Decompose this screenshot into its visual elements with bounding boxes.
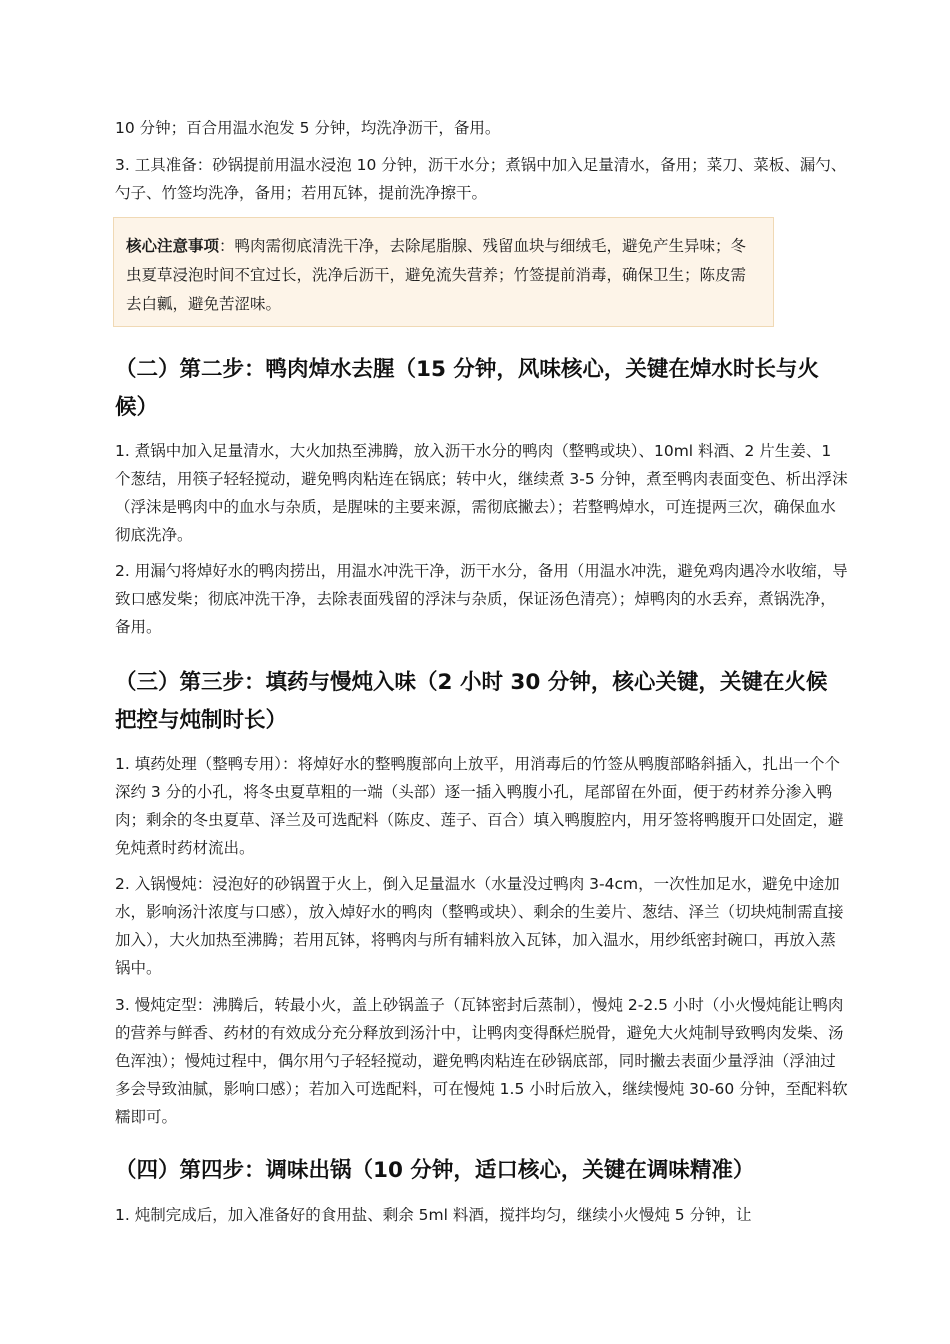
s3-paragraph-1: 1. 填药处理（整鸭专用）：将焯好水的整鸭腹部向上放平，用消毒后的竹签从鸭腹部略斜插入，扎出一个个深约 3 分的小孔，将冬虫夏草粗的一端（头部）逐一插入鸭腹小孔，尾部留在外面，便于药材养分渗入鸭肉；剩余的冬虫夏草、泽兰及可选配料（陈皮、莲子、百合）填入鸭腹腔内，用牙签将鸭腹开口处固定，避免炖煮时药材流出。 bbox=[115, 755, 844, 857]
section-2-heading: （二）第二步：鸭肉焯水去腥（15 分钟，风味核心，关键在焯水时长与火候） bbox=[115, 357, 819, 420]
note-text: ：鸭肉需彻底清洗干净，去除尾脂腺、残留血块与细绒毛，避免产生异味；冬虫夏草浸泡时间不宜过长，洗净后沥干，避免流失营养；竹签提前消毒，确保卫生；陈皮需去白瓤，避免苦涩味。 bbox=[126, 237, 747, 313]
intro-paragraph-2: 3. 工具准备：砂锅提前用温水浸泡 10 分钟，沥干水分；煮锅中加入足量清水，备用；菜刀、菜板、漏勺、勺子、竹签均洗净，备用；若用瓦钵，提前洗净擦干。 bbox=[115, 156, 847, 202]
note-label: 核心注意事项 bbox=[126, 237, 220, 255]
s2-paragraph-1: 1. 煮锅中加入足量清水，大火加热至沸腾，放入沥干水分的鸭肉（整鸭或块）、10ml 料酒、2 片生姜、1 个葱结，用筷子轻轻搅动，避免鸭肉粘连在锅底；转中火，继续煮 3-5 分钟，煮至鸭肉表面变色、析出浮沫（浮沫是鸭肉中的血水与杂质，是腥味的主要来源，需彻底撇去）；若整鸭焯水，可连提两三次，确保血水彻底洗净。 bbox=[115, 442, 848, 544]
s3-paragraph-2: 2. 入锅慢炖：浸泡好的砂锅置于火上，倒入足量温水（水量没过鸭肉 3-4cm，一次性加足水，避免中途加水，影响汤汁浓度与口感），放入焯好水的鸭肉（整鸭或块）、剩余的生姜片、葱结、泽兰（切块炖制需直接加入），大火加热至沸腾；若用瓦钵，将鸭肉与所有辅料放入瓦钵，加入温水，用纱纸密封碗口，再放入蒸锅中。 bbox=[115, 875, 844, 977]
s4-paragraph-1: 1. 炖制完成后，加入准备好的食用盐、剩余 5ml 料酒，搅拌均匀，继续小火慢炖 5 分钟，让 bbox=[115, 1206, 752, 1224]
intro-paragraph-1: 10 分钟；百合用温水泡发 5 分钟，均洗净沥干，备用。 bbox=[115, 119, 501, 137]
s2-paragraph-2: 2. 用漏勺将焯好水的鸭肉捞出，用温水冲洗干净，沥干水分，备用（用温水冲洗，避免鸡肉遇冷水收缩，导致口感发柴；彻底冲洗干净，去除表面残留的浮沫与杂质，保证汤色清亮）；焯鸭肉的水丢弃，煮锅洗净，备用。 bbox=[115, 562, 848, 636]
section-3-heading: （三）第三步：填药与慢炖入味（2 小时 30 分钟，核心关键，关键在火候把控与炖制时长） bbox=[115, 670, 828, 733]
section-4-heading: （四）第四步：调味出锅（10 分钟，适口核心，关键在调味精准） bbox=[115, 1158, 755, 1183]
s3-paragraph-3: 3. 慢炖定型：沸腾后，转最小火，盖上砂锅盖子（瓦钵密封后蒸制），慢炖 2-2.5 小时（小火慢炖能让鸭肉的营养与鲜香、药材的有效成分充分释放到汤汁中，让鸭肉变得酥烂脱骨，避免大火炖制导致鸭肉发柴、汤色浑浊）；慢炖过程中，偶尔用勺子轻轻搅动，避免鸭肉粘连在砂锅底部，同时撇去表面少量浮油（浮油过多会导致油腻，影响口感）；若加入可选配料，可在慢炖 1.5 小时后放入，继续慢炖 30-60 分钟，至配料软糯即可。 bbox=[115, 996, 848, 1126]
core-notes-box bbox=[113, 217, 774, 327]
